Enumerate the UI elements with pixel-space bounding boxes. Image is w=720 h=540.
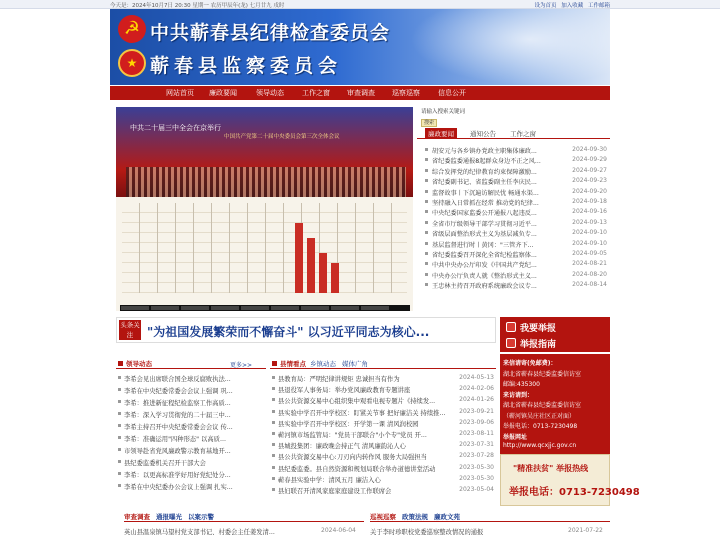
leader-item-title[interactable]: 李希：以更高标准学好用好党纪处分... [124,472,231,479]
news-title[interactable]: 中央办公厅负责人就《整治形式主义... [432,272,537,280]
news-item[interactable] [425,280,607,290]
news-date: 2024-09-27 [572,166,607,174]
top-links [531,1,610,9]
tab-county[interactable]: 县情看点 [280,360,306,368]
leader-item[interactable] [116,480,266,492]
tab-warning[interactable]: 以案示警 [188,513,214,521]
bullet-icon [118,448,121,451]
slide-thumb[interactable] [181,306,209,310]
nav-inspection[interactable]: 巡察巡察 [392,89,420,97]
news-item[interactable] [425,176,607,186]
bottom-sections [116,512,610,540]
nav-leaders[interactable]: 领导动态 [256,89,284,97]
news-item[interactable] [425,207,607,217]
news-item[interactable] [425,145,607,155]
news-title[interactable]: 中共中央办公厅印发《中国共产党纪... [432,262,537,270]
tab-notices[interactable]: 通知公告 [470,130,496,138]
header-banner [110,9,610,85]
news-date: 2024-09-05 [572,249,607,257]
leader-item[interactable] [116,384,266,396]
more-link[interactable]: 更多>> [229,362,252,369]
leader-item-title[interactable]: 李希：深入学习贯彻党的二十届三中... [124,412,231,419]
leader-title: 领导动态 [126,360,152,368]
leader-item-title[interactable]: 李希在中央纪委办公会议上强调 扎实... [124,484,233,491]
top-bar [0,0,720,9]
contact-line: http://www.qcxjjc.gov.cn [503,442,577,449]
news-date: 2024-09-10 [572,229,607,237]
news-item[interactable] [425,228,607,238]
county-item-date: 2023-09-06 [459,418,494,426]
county-item[interactable] [270,372,496,383]
section-icon [118,361,123,366]
county-item-date: 2023-07-31 [459,441,494,449]
contact-line: 来访请到： [503,391,534,399]
bullet-icon [425,231,428,234]
nav-home[interactable]: 网站首页 [166,89,194,97]
leader-item-title[interactable]: 李希会见出席联合国全球反腐败执法... [124,376,231,383]
main-nav [110,86,610,100]
investigation-header [124,512,364,522]
news-item[interactable] [425,270,607,280]
site-title-supervision: 蕲春县监察委员会 [150,55,343,77]
tab-media[interactable]: 媒体广角 [342,360,368,368]
news-item[interactable] [425,239,607,249]
report-box [500,317,610,352]
county-item-title[interactable]: 县公共资源交易中心组织集中观看电视专题片《持续发... [278,398,436,406]
tab-news[interactable]: 廉政要闻 [425,128,457,138]
slide-thumb[interactable] [331,306,359,310]
leader-item-title[interactable]: 县纪委监委机关召开干部大会 [124,460,206,467]
county-item[interactable] [270,450,496,461]
site-title-discipline: 中共蕲春县纪律检查委员会 [150,22,391,44]
contact-line: 举报电话：0713-7230498 [503,423,578,430]
slide-thumb[interactable] [301,306,329,310]
guide-button[interactable]: 举报指南 [520,340,557,350]
leader-item[interactable] [116,372,266,384]
county-item-title[interactable]: 蕲春县实验中学：清风五月 廉洁入心 [278,476,381,484]
party-emblem-icon: ☭ [118,15,146,43]
leader-section [116,358,266,508]
contact-line: 来信请寄(免邮费)： [503,360,557,367]
bullet-icon [118,436,121,439]
bullet-icon [425,200,428,203]
bullet-icon [272,432,275,435]
leader-item[interactable] [116,468,266,480]
news-title[interactable]: 监督故事丨下沉遍访解民忧 畅通水渠... [432,189,539,197]
inspection-date: 2021-07-22 [568,527,603,534]
news-item[interactable] [425,259,607,269]
nav-work[interactable]: 工作之窗 [302,89,330,97]
news-date: 2024-09-23 [572,177,607,185]
county-item-date: 2024-05-13 [459,374,494,381]
bullet-icon [272,443,275,446]
hotline-box[interactable] [500,454,640,506]
bullet-icon [425,262,428,265]
county-item-title[interactable]: 县公共资源交易中心:刀刃向内转作风 服务大局强担当 [278,454,427,462]
nav-investigation[interactable]: 审查调查 [347,89,375,97]
leader-list [116,372,266,492]
contact-line: 邮编:435300 [503,381,540,388]
tab-exposure[interactable]: 通报曝光 [156,513,182,521]
inspection-header [370,512,610,522]
news-title[interactable]: 中央纪委国家监委公开通报八起违反... [432,210,537,218]
investigation-date: 2024-06-04 [321,527,356,534]
bullet-icon [272,454,275,457]
leader-item[interactable] [116,444,266,456]
news-item[interactable] [425,155,607,165]
county-item[interactable] [270,439,496,450]
leader-header [116,358,266,369]
bullet-icon [425,242,428,245]
slide-thumbnails [120,305,410,311]
news-title[interactable]: 全省市厅级领导干部学习贯彻习近平... [432,220,537,228]
news-title[interactable]: 胡安元与各乡镇办党政主职集体廉政... [432,148,537,155]
leader-item[interactable] [116,420,266,432]
report-sidebar [500,317,640,512]
report-icon [506,322,516,332]
bullet-icon [118,376,121,379]
county-item-date: 2024-01-26 [459,396,494,404]
featured-slideshow[interactable] [116,107,413,311]
search-button[interactable]: 搜索 [421,119,437,127]
county-item[interactable] [270,406,496,417]
news-title[interactable]: 省纪委监委召开深化全省纪检监察体... [432,251,537,259]
leader-item-title[interactable]: 李希在中央纪委常委会会议上强调 巩... [124,388,233,395]
news-date: 2024-09-13 [572,218,607,226]
news-date: 2024-09-29 [572,156,607,164]
county-item-title[interactable]: 县教育局：严明纪律讲规矩 忠诚担当有作为 [278,376,400,383]
bullet-icon [272,376,275,379]
bullet-icon [272,421,275,424]
investigation-item[interactable]: 英山县温泉镇马望村党支部书记、村委会主任姜发清... [124,529,275,536]
county-item-date: 2023-05-30 [459,474,494,482]
county-item-title[interactable]: 县实验中学召开中学校区：盯紧关节事 把好廉洁关 持续推... [278,409,446,417]
slide-banner-text: 中国共产党第二十届中央委员会第三次全体会议 [224,134,340,140]
hotline-title: "精准扶贫" 举报热线 [513,464,589,473]
bullet-icon [272,410,275,413]
leader-item[interactable] [116,396,266,408]
news-date: 2024-09-18 [572,197,607,205]
county-list [270,372,496,495]
leader-item-title[interactable]: 李希主持召开中央纪委常委会会议 传... [124,424,233,431]
news-item[interactable] [425,218,607,228]
county-header [270,358,496,369]
tab-inspection[interactable]: 巡视巡察 [370,513,396,521]
news-date: 2024-08-14 [572,281,607,289]
meeting-photo [116,107,413,197]
county-item[interactable] [270,428,496,439]
bullet-icon [272,398,275,401]
leader-item-title[interactable]: 市领导赴省党风廉政警示教育基地开... [124,448,231,455]
slide-thumb[interactable] [271,306,299,310]
news-panel [417,101,610,314]
banner-decoration [410,9,610,85]
news-date: 2024-08-20 [572,270,607,278]
county-item[interactable] [270,462,496,473]
bullet-icon [118,412,121,415]
slide-caption[interactable]: 中共二十届三中全会在京举行 [130,124,221,132]
county-item-date: 2023-05-04 [459,485,494,493]
slide-thumb[interactable] [211,306,239,310]
news-title[interactable]: 王忠林主持召开政府系统廉政会议专... [432,283,537,291]
add-favorite-link[interactable]: 加入收藏 [561,3,584,9]
work-email-link[interactable]: 工作邮箱 [587,3,610,9]
tab-investigation[interactable]: 审查调查 [124,513,150,521]
bullet-icon [272,477,275,480]
bullet-icon [425,179,428,182]
county-item[interactable] [270,484,496,495]
bullet-icon [425,210,428,213]
report-button[interactable]: 我要举报 [520,324,557,334]
leader-item[interactable] [116,456,266,468]
county-item-title[interactable]: 县城投集团：廉政晚会持正气 清风廉韵沁人心 [278,443,406,451]
news-title[interactable]: 基层监督进行时丨黄冈："三管齐下... [432,241,534,249]
slide-thumb[interactable] [121,306,149,310]
bullet-icon [118,460,121,463]
news-item[interactable] [425,166,607,176]
news-date: 2024-09-20 [572,187,607,195]
slide-thumb[interactable] [241,306,269,310]
county-item-date: 2023-09-21 [459,407,494,415]
news-date: 2024-09-16 [572,208,607,216]
slide-table-image [116,197,413,311]
county-item-date: 2023-05-30 [459,463,494,471]
national-emblem-icon: ★ [118,49,146,77]
guide-icon [506,338,516,348]
news-title[interactable]: 省级层面整治形式主义为基层减负专... [432,231,537,239]
tab-towns[interactable]: 乡镇动态 [310,360,336,368]
audience-decoration [126,167,406,197]
bullet-icon [118,424,121,427]
bullet-icon [118,484,121,487]
table-bars-decoration [291,203,341,293]
bullet-icon [118,472,121,475]
contact-line: 湖北省蕲春县纪委监委信访室 [503,370,582,378]
bullet-icon [425,252,428,255]
slide-thumb[interactable] [361,306,389,310]
bullet-icon [425,169,428,172]
county-item-date: 2023-07-28 [459,452,494,460]
county-item-title[interactable]: 县实验中学召开中学校区：开学第一课 清风润校园 [278,420,419,428]
county-item-date: 2023-08-11 [459,429,494,437]
news-date: 2024-08-21 [572,260,607,268]
set-homepage-link[interactable]: 设为首页 [534,3,557,9]
contact-line: 举报网址 [503,433,528,441]
county-item[interactable] [270,383,496,394]
slide-thumb[interactable] [151,306,179,310]
headline-text[interactable]: "为祖国发展繁荣而不懈奋斗" 以习近平同志为核心... [147,325,430,339]
county-section [270,358,496,508]
bullet-icon [425,273,428,276]
bullet-icon [118,400,121,403]
inspection-item[interactable]: 关于李时珍职校党委巡察整改情况的通报 [370,529,484,536]
headline-marquee [116,317,496,343]
tab-divider [417,138,610,139]
bullet-icon [425,190,428,193]
bullet-icon [425,283,428,286]
county-item-title[interactable]: 县纪委监委。县自然资源和规划局联合举办道德讲堂活动 [278,465,436,473]
leader-item-title[interactable]: 李希：推进新征程纪检监察工作高质... [124,400,231,407]
news-item[interactable] [425,249,607,259]
news-item[interactable] [425,197,607,207]
news-item[interactable] [425,187,607,197]
county-item-date: 2024-02-06 [459,385,494,393]
news-list [425,145,607,290]
county-item[interactable] [270,394,496,405]
tab-policy[interactable]: 政策法规 [402,513,428,521]
leader-item[interactable] [116,408,266,420]
date-text: 今天是：2024年10月7日 20:30 星期一 农历甲辰年(龙) 七月廿九 戌时 [110,3,285,9]
leader-item-title[interactable]: 李希：准确运用"四种形态" 以高质... [124,436,226,443]
news-title[interactable]: 省纪委监委通报8起群众身边不正之风... [432,158,541,166]
county-item[interactable] [270,473,496,484]
table-cols-decoration [122,203,407,293]
bullet-icon [272,466,275,469]
bullet-icon [272,387,275,390]
county-item-title[interactable]: 蕲河镇市场监管局："党员干部联合"小个专"党员 开... [278,431,427,439]
news-date: 2024-09-10 [572,239,607,247]
headline-label: 头条关注 [120,321,140,339]
contact-line: （蕲河镇吴庄社区正对面） [503,412,576,420]
search-input[interactable]: 请输入搜索关键词 [421,109,466,115]
news-title[interactable]: 省纪委副书记、省监委副主任李庆民... [432,179,537,187]
county-item-title[interactable]: 县妇联召开清风家庭家庭建设工作联席会 [278,487,392,495]
news-title[interactable]: 综合发挥党的纪律教育约束保障激励... [432,168,537,176]
bullet-icon [425,148,428,151]
county-item[interactable] [270,417,496,428]
nav-news[interactable]: 廉政要闻 [209,89,237,97]
tab-work[interactable]: 工作之窗 [510,130,536,138]
bullet-icon [118,388,121,391]
county-item-title[interactable]: 县退役军人事务局：举办党风廉政教育专题讲座 [278,387,411,395]
nav-disclosure[interactable]: 信息公开 [438,89,466,97]
bullet-icon [425,221,428,224]
leader-item[interactable] [116,432,266,444]
section-icon [272,361,277,366]
news-title[interactable]: 坚持融入日常抓在经常 推动党的纪律... [432,199,539,207]
contact-line: 湖北省蕲春县纪委监委信访室 [503,402,582,409]
hotline-number: 举报电话：0713-7230498 [509,487,640,498]
news-date: 2024-09-30 [572,146,607,153]
bullet-icon [425,158,428,161]
tab-culture[interactable]: 廉政文苑 [434,513,460,521]
bullet-icon [272,488,275,491]
